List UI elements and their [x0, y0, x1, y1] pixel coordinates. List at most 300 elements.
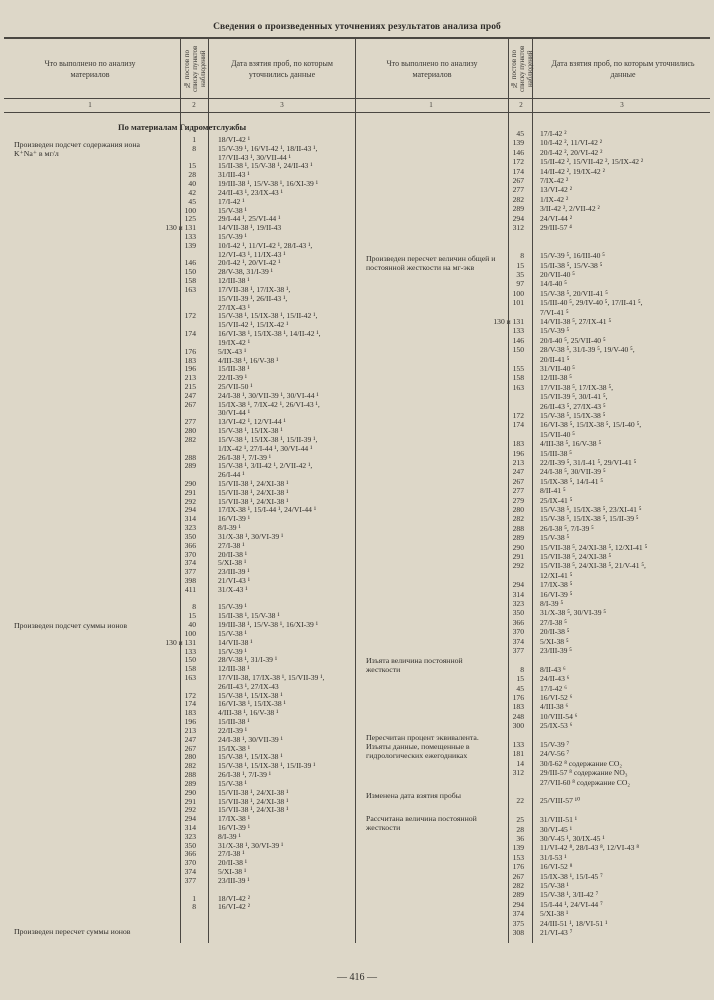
sample-date-cell: 31/X-38 ¹, 30/VI-39 ¹	[218, 531, 284, 541]
post-number-cell: 377	[184, 875, 196, 885]
sample-date-cell: 28/V-38, 31/I-39 ¹	[218, 267, 273, 277]
sample-date-cell: 15/VII-39 ¹, 26/II-43 ¹,	[218, 293, 288, 303]
post-number-cell: 150	[512, 345, 524, 355]
sample-date-cell: 26/I-44 ¹	[218, 470, 245, 480]
post-number-cell: 158	[184, 664, 196, 674]
post-number-cell: 15	[516, 674, 524, 684]
sample-date-cell: 17/VII-38 ¹, 17/IX-38 ¹,	[218, 284, 291, 294]
post-number-cell: 377	[512, 646, 524, 655]
sample-date-cell: 26/II-43 ⁵, 27/IX-43 ⁵	[540, 401, 606, 411]
sample-date-cell: 4/III-38 ¹, 16/V-38 ¹	[218, 708, 279, 718]
sample-date-cell: 5/XI-38 ¹	[540, 909, 569, 919]
analysis-description: Рассчитана величина постоянной жесткости	[366, 814, 477, 832]
sample-date-cell: 15/IX-38 ¹, 7/IX-42 ¹, 26/VI-43 ¹,	[218, 399, 320, 409]
sample-date-cell: 15/II-38 ¹, 15/V-38 ¹	[218, 611, 280, 621]
post-number-cell: 45	[188, 196, 196, 206]
sample-date-cell: 15/IX-38 ¹, 15/I-45 ⁷	[540, 871, 603, 881]
analysis-description: Произведен подсчет содержания иона K⁺Na⁺ в мг/л	[14, 140, 140, 158]
post-number-cell: 294	[184, 505, 196, 515]
sample-date-cell: 16/VI-39 ¹	[218, 514, 251, 524]
sample-date-cell: 4/III-38 ¹, 16/V-38 ¹	[218, 355, 279, 365]
post-number-cell: 289	[512, 533, 524, 543]
post-number-cell: 215	[184, 381, 196, 391]
post-number-cell: 267	[184, 743, 196, 753]
post-number-cell: 15	[188, 611, 196, 621]
post-number-cell: 158	[512, 373, 524, 383]
sample-date-cell: 22/II-39 ¹	[218, 373, 248, 383]
sample-date-cell: 24/III-51 ¹, 18/VI-51 ¹	[540, 918, 608, 928]
post-number-cell: 8	[192, 902, 196, 912]
post-number-cell: 133	[512, 740, 524, 749]
sample-date-cell: 15/V-39 ¹	[218, 646, 247, 656]
sample-date-cell: 5/IX-43 ¹	[218, 346, 247, 356]
sample-date-cell: 14/VII-38 ¹, 19/II-43	[218, 223, 282, 233]
header-number-2-right: 2	[519, 101, 523, 109]
post-number-cell: 288	[184, 770, 196, 780]
post-number-cell: 292	[184, 805, 196, 815]
sample-date-cell: 20/I-40 ⁵, 25/VII-40 ⁵	[540, 335, 606, 345]
post-number-cell: 279	[512, 495, 524, 505]
sample-date-cell: 31/X-43 ¹	[218, 584, 248, 594]
sample-date-cell: 15/V-39 ¹	[218, 602, 247, 612]
post-number-cell: 280	[184, 752, 196, 762]
post-number-cell: 97	[516, 279, 524, 289]
sample-date-cell: 31/VIII-51 ¹	[540, 815, 578, 825]
sample-date-cell: 15/V-38 ¹, 15/IX-38 ¹, 15/II-42 ¹,	[218, 311, 318, 321]
post-number-cell: 292	[184, 496, 196, 506]
post-number-cell: 294	[184, 814, 196, 824]
sample-date-cell: 15/II-38 ¹, 15/V-38 ¹, 24/II-43 ¹	[218, 161, 313, 171]
sample-date-cell: 15/V-38 ¹, 3/II-42 ¹, 2/VII-42 ¹,	[218, 461, 313, 471]
sample-date-cell: 14/I-40 ⁵	[540, 279, 567, 289]
header-number-2: 2	[192, 101, 196, 109]
post-number-cell: 374	[512, 636, 524, 646]
post-number-cell: 40	[188, 179, 196, 189]
post-number-cell: 291	[184, 487, 196, 497]
post-number-cell: 289	[184, 778, 196, 788]
sample-date-cell: 15/V-38 ¹	[218, 628, 247, 638]
post-number-cell: 174	[184, 699, 196, 709]
sample-date-cell: 15/V-39 ¹, 16/VI-42 ¹, 18/II-43 ¹,	[218, 143, 318, 153]
post-number-cell: 183	[184, 355, 196, 365]
post-number-cell: 196	[184, 364, 196, 374]
post-number-cell: 172	[184, 311, 196, 321]
sample-date-cell: 25/VIII-57 ¹⁰	[540, 796, 581, 806]
sample-date-cell: 15/VII-38 ¹, 24/XI-38 ¹	[218, 805, 289, 815]
header-what-done: Что выполнено по анализу материалов	[44, 59, 136, 79]
post-number-cell: 247	[512, 467, 524, 477]
post-number-cell: 282	[512, 881, 524, 890]
post-number-cell: 36	[516, 834, 524, 843]
sample-date-cell: 12/III-38 ¹	[218, 276, 250, 286]
header-top-rule	[4, 37, 710, 39]
sample-date-cell: 8/I-39 ¹	[218, 523, 241, 533]
sample-date-cell: 15/VII-38 ⁵, 24/XI-38 ⁵, 12/XI-41 ⁵	[540, 542, 648, 552]
post-number-cell: 289	[512, 204, 524, 214]
sample-date-cell: 24/II-43 ⁶	[540, 674, 570, 684]
sample-date-cell: 25/VII-50 ¹	[218, 381, 253, 391]
sample-date-cell: 20/II-38 ⁵	[540, 627, 570, 637]
post-number-cell: 133	[512, 326, 524, 336]
sample-date-cell: 31/VII-40 ⁵	[540, 364, 575, 373]
post-number-cell: 183	[184, 708, 196, 718]
post-number-cell: 40	[188, 620, 196, 630]
post-number-cell: 125	[184, 214, 196, 224]
sample-date-cell: 23/III-39 ¹	[218, 875, 250, 885]
post-number-cell: 374	[184, 558, 196, 568]
sample-date-cell: 24/I-38 ⁵, 30/VII-39 ⁵	[540, 467, 606, 477]
post-number-cell: 350	[184, 531, 196, 541]
post-number-cell: 176	[512, 693, 524, 702]
sample-date-cell: 20/I-42 ¹, 20/VI-42 ¹	[218, 258, 281, 268]
sample-date-cell: 15/V-38 ¹, 15/IX-38 ¹	[218, 690, 283, 700]
post-number-cell: 282	[184, 434, 196, 444]
post-number-cell: 267	[512, 176, 524, 185]
post-number-cell: 181	[512, 749, 524, 759]
sample-date-cell: 15/VII-38 ¹, 24/XI-38 ¹	[218, 787, 289, 797]
post-number-cell: 323	[184, 831, 196, 841]
post-number-cell: 196	[512, 448, 524, 458]
post-number-cell: 398	[184, 576, 196, 585]
sample-date-cell: 15/V-38 ¹	[540, 881, 569, 890]
post-number-cell: 350	[184, 840, 196, 850]
post-number-cell: 183	[512, 702, 524, 712]
sample-date-cell: 3/II-42 ², 2/VII-42 ²	[540, 204, 600, 214]
post-number-cell: 366	[512, 617, 524, 627]
post-number-cell: 314	[184, 822, 196, 832]
post-number-cell: 247	[184, 734, 196, 744]
post-number-cell: 183	[512, 439, 524, 449]
sample-date-cell: 12/XI-41 ⁵	[540, 570, 573, 580]
sample-date-cell: 8/II-41 ⁵	[540, 486, 566, 496]
post-number-cell: 323	[512, 599, 524, 608]
post-number-cell: 172	[512, 411, 524, 420]
post-number-cell: 267	[512, 476, 524, 486]
sample-date-cell: 17/IX-38 ¹	[218, 814, 251, 824]
sample-date-cell: 15/IX-38 ⁵, 14/I-41 ⁵	[540, 476, 604, 486]
header-post-number: № постов по списку пунктов наблюдений	[183, 45, 207, 93]
sample-date-cell: 10/VIII-54 ⁶	[540, 711, 578, 721]
analysis-description: Изъята величина постоянной жесткости	[366, 656, 463, 674]
post-number-cell: 277	[512, 185, 524, 195]
sample-date-cell: 15/VII-38 ⁵, 24/XI-38 ⁵, 21/V-41 ⁵,	[540, 561, 646, 571]
post-number-cell: 370	[184, 858, 196, 868]
col-divider	[532, 38, 533, 943]
sample-date-cell: 4/III-38 ⁵, 16/V-38 ⁵	[540, 439, 602, 449]
sample-date-cell: 27/VII-60 ⁸ содержание CO₂	[540, 777, 631, 787]
post-number-cell: 150	[184, 655, 196, 665]
sample-date-cell: 17/IX-38 ¹, 15/I-44 ¹, 24/VI-44 ¹	[218, 505, 317, 515]
sample-date-cell: 4/III-38 ⁶	[540, 702, 569, 712]
post-number-cell: 8	[520, 251, 524, 261]
post-number-cell: 176	[512, 862, 524, 872]
post-number-cell: 370	[512, 627, 524, 637]
sample-date-cell: 31/X-38 ¹, 30/VI-39 ¹	[218, 840, 284, 850]
header-sample-date-right: Дата взятия проб, по которым уточнились данные	[551, 59, 695, 79]
sample-date-cell: 15/V-38 ¹, 15/IX-38 ¹	[218, 752, 283, 762]
analysis-description: Произведен пересчет суммы ионов	[14, 927, 131, 936]
sample-date-cell: 13/VI-42 ¹, 12/VI-44 ¹	[218, 417, 286, 427]
sample-date-cell: 5/XI-38 ⁵	[540, 636, 569, 646]
sample-date-cell: 30/VI-44 ¹	[218, 408, 251, 418]
sample-date-cell: 19/III-38 ¹, 15/V-38 ¹, 16/XI-39 ¹	[218, 179, 318, 189]
sample-date-cell: 16/VI-38 ¹, 15/IX-38 ¹, 14/II-42 ¹,	[218, 329, 321, 339]
sample-date-cell: 30/V-45 ¹, 30/IX-45 ¹	[540, 834, 605, 843]
sample-date-cell: 5/XI-38 ¹	[218, 867, 247, 877]
sample-date-cell: 1/IX-42 ¹, 27/I-44 ¹, 30/VI-44 ¹	[218, 443, 313, 453]
sample-date-cell: 19/III-38 ¹, 15/V-38 ¹, 16/XI-39 ¹	[218, 620, 318, 630]
sample-date-cell: 24/V-56 ⁷	[540, 749, 570, 759]
post-number-cell: 42	[188, 187, 196, 197]
sample-date-cell: 15/III-40 ⁵, 29/IV-40 ⁵, 17/II-41 ⁵,	[540, 298, 643, 308]
post-number-cell: 213	[184, 725, 196, 735]
sample-date-cell: 19/IX-42 ¹	[218, 337, 251, 347]
post-number-cell: 366	[184, 849, 196, 859]
post-number-cell: 15	[516, 260, 524, 270]
post-number-cell: 150	[184, 267, 196, 277]
sample-date-cell: 17/VII-38, 17/IX-38 ¹, 15/VII-39 ¹,	[218, 673, 325, 683]
sample-date-cell: 28/V-38 ⁵, 31/I-39 ⁵, 19/V-40 ⁵,	[540, 345, 635, 355]
sample-date-cell: 8/I-39 ¹	[218, 831, 241, 841]
post-number-cell: 308	[512, 928, 524, 937]
sample-date-cell: 23/III-39 ⁵	[540, 646, 572, 655]
sample-date-cell: 27/IX-43 ¹	[218, 302, 251, 312]
header-number-1-right: 1	[429, 101, 433, 109]
post-number-cell: 289	[512, 890, 524, 900]
post-number-cell: 277	[184, 417, 196, 427]
post-number-cell: 312	[512, 223, 524, 232]
col-divider-middle	[355, 38, 356, 943]
sample-date-cell: 15/V-39 ⁵	[540, 326, 570, 336]
post-number-cell: 25	[516, 815, 524, 825]
sample-date-cell: 17/VII-43 ¹, 30/VII-44 ¹	[218, 152, 291, 162]
sample-date-cell: 30/I-62 ⁸ содержание CO₂	[540, 758, 622, 768]
sample-date-cell: 16/VI-38 ¹, 15/IX-38 ¹	[218, 699, 286, 709]
sample-date-cell: 23/III-39 ¹	[218, 567, 250, 577]
sample-date-cell: 15/V-38 ⁵, 15/IX-38 ⁵, 15/II-39 ⁵	[540, 514, 639, 524]
header-number-3: 3	[280, 101, 284, 109]
sample-date-cell: 17/I-42 ⁶	[540, 683, 567, 693]
analysis-description: Изменена дата взятия пробы	[366, 791, 461, 800]
sample-date-cell: 25/IX-53 ⁶	[540, 721, 573, 731]
sample-date-cell: 16/VI-52 ⁸	[540, 862, 573, 872]
sample-date-cell: 15/III-38 ¹	[218, 717, 250, 727]
sample-date-cell: 31/I-53 ¹	[540, 852, 567, 862]
sample-date-cell: 26/I-38 ¹, 7/I-39 ¹	[218, 770, 272, 780]
post-number-cell: 312	[512, 768, 524, 778]
sample-date-cell: 10/I-42 ², 11/VI-42 ²	[540, 138, 603, 148]
sample-date-cell: 7/VI-41 ⁵	[540, 307, 569, 317]
post-number-cell: 213	[512, 458, 524, 467]
sample-date-cell: 15/V-39 ¹	[218, 232, 247, 242]
sample-date-cell: 30/VI-45 ¹	[540, 824, 573, 834]
sample-date-cell: 15/V-38 ¹	[218, 778, 247, 788]
sample-date-cell: 15/VII-38 ¹, 24/XI-38 ¹	[218, 496, 289, 506]
post-number-cell: 28	[188, 170, 196, 180]
post-number-cell: 8	[520, 664, 524, 674]
sample-date-cell: 8/I-39 ⁵	[540, 599, 564, 608]
post-number-cell: 146	[512, 335, 524, 345]
sample-date-cell: 1/IX-42 ²	[540, 194, 569, 204]
sample-date-cell: 20/II-38 ¹	[218, 549, 248, 559]
sample-date-cell: 15/VII-39 ⁵, 30/I-41 ⁵,	[540, 392, 608, 402]
sample-date-cell: 18/VI-42 ²	[218, 893, 251, 903]
post-number-cell: 174	[184, 329, 196, 339]
post-number-cell: 300	[512, 721, 524, 731]
post-number-cell: 45	[516, 683, 524, 693]
post-number-cell: 314	[512, 589, 524, 599]
sample-date-cell: 24/VI-44 ²	[540, 213, 573, 223]
sample-date-cell: 15/VII-38 ¹, 24/XI-38 ¹	[218, 487, 289, 497]
sample-date-cell: 27/I-38 ¹	[218, 849, 245, 859]
sample-date-cell: 15/III-38 ¹	[218, 364, 250, 374]
post-number-cell: 28	[516, 824, 524, 834]
sample-date-cell: 12/III-38 ¹	[218, 664, 250, 674]
post-number-cell: 267	[512, 871, 524, 881]
post-number-cell: 374	[512, 909, 524, 919]
sample-date-cell: 15/II-42 ², 15/VII-42 ², 15/IX-42 ²	[540, 157, 644, 167]
sample-date-cell: 7/IX-42 ²	[540, 176, 569, 185]
analysis-description: Пересчитан процент эквивалента. Изъяты данные, помещенные в гидрологических ежегодниках	[366, 733, 479, 760]
sample-date-cell: 17/IX-38 ⁵	[540, 580, 573, 590]
post-number-cell: 280	[512, 505, 524, 514]
post-number-cell: 350	[512, 608, 524, 618]
sample-date-cell: 24/I-38 ¹, 30/VII-39 ¹	[218, 734, 283, 744]
post-number-cell: 155	[512, 364, 524, 373]
post-number-cell: 277	[512, 486, 524, 496]
post-number-cell: 248	[512, 711, 524, 721]
sample-date-cell: 5/XI-38 ¹	[218, 558, 247, 568]
sample-date-cell: 29/III-57 ⁴	[540, 223, 572, 232]
post-number-cell: 247	[184, 390, 196, 400]
post-number-cell: 291	[184, 796, 196, 806]
post-number-cell: 146	[184, 258, 196, 268]
sample-date-cell: 15/V-38 ⁵	[540, 533, 570, 543]
post-number-cell: 280	[184, 426, 196, 436]
post-number-cell: 282	[184, 761, 196, 771]
post-number-cell: 139	[184, 240, 196, 250]
sample-date-cell: 15/VII-42 ¹, 15/IX-42 ¹	[218, 320, 289, 330]
post-number-cell: 153	[512, 852, 524, 862]
post-number-cell: 288	[184, 452, 196, 462]
sample-date-cell: 28/V-38 ¹, 31/I-39 ¹	[218, 655, 278, 665]
post-number-cell: 158	[184, 276, 196, 286]
sample-date-cell: 16/VI-52 ⁶	[540, 693, 573, 702]
sample-date-cell: 27/I-38 ⁵	[540, 617, 567, 627]
analysis-description: Произведен пересчет величин общей и постоянной жесткости на мг-экв	[366, 254, 496, 272]
sample-date-cell: 21/VI-43 ¹	[218, 576, 251, 585]
sample-date-cell: 15/III-38 ⁵	[540, 448, 572, 458]
post-number-cell: 377	[184, 567, 196, 577]
sample-date-cell: 16/VI-38 ⁵, 15/IX-38 ⁵, 15/I-40 ⁵,	[540, 420, 642, 430]
sample-date-cell: 15/V-38 ¹, 3/II-42 ⁷	[540, 890, 599, 900]
col-divider	[208, 38, 209, 943]
post-number-cell: 100	[512, 288, 524, 298]
sample-date-cell: 15/V-38 ¹, 15/IX-38 ¹, 15/II-39 ¹,	[218, 434, 318, 444]
sample-date-cell: 20/I-42 ², 20/VI-42 ²	[540, 147, 603, 157]
post-number-cell: 101	[512, 298, 524, 308]
sample-date-cell: 24/II-43 ¹, 23/IX-43 ¹	[218, 187, 283, 197]
sample-date-cell: 22/II-39 ⁵, 31/I-41 ⁵, 29/VI-41 ⁵	[540, 458, 637, 467]
post-number-cell: 323	[184, 523, 196, 533]
sample-date-cell: 17/I-42 ²	[540, 129, 567, 138]
sample-date-cell: 26/I-38 ⁵, 7/I-39 ⁵	[540, 523, 594, 533]
sample-date-cell: 31/X-38 ⁵, 30/VI-39 ⁵	[540, 608, 607, 618]
post-number-cell: 163	[184, 673, 196, 683]
page-title: Сведения о произведенных уточнениях результатов анализа проб	[213, 22, 501, 32]
post-number-cell: 290	[184, 787, 196, 797]
sample-date-cell: 20/II-38 ¹	[218, 858, 248, 868]
post-number-cell: 282	[512, 514, 524, 524]
header-number-3-right: 3	[620, 101, 624, 109]
sample-date-cell: 15/VII-38 ⁵, 24/XI-38 ⁵	[540, 552, 612, 561]
sample-date-cell: 15/V-38 ⁵, 15/IX-38 ⁵, 23/XI-41 ⁵	[540, 505, 642, 514]
post-number-cell: 176	[184, 346, 196, 356]
post-number-cell: 290	[512, 542, 524, 552]
sample-date-cell: 15/VII-40 ⁵	[540, 429, 575, 439]
sample-date-cell: 15/I-44 ¹, 24/VI-44 ⁷	[540, 899, 603, 909]
post-number-cell: 370	[184, 549, 196, 559]
post-number-cell: 1	[192, 135, 196, 144]
sample-date-cell: 25/IX-41 ⁵	[540, 495, 573, 505]
post-number-cell: 289	[184, 461, 196, 471]
post-number-cell: 163	[512, 382, 524, 392]
post-number-cell: 139	[512, 138, 524, 148]
post-number-cell: 45	[516, 129, 524, 138]
post-number-cell: 411	[184, 584, 196, 594]
sample-date-cell: 17/I-42 ¹	[218, 196, 245, 206]
sample-date-cell: 27/I-38 ¹	[218, 540, 245, 550]
header-bottom-rule	[4, 112, 710, 113]
sample-date-cell: 31/III-43 ¹	[218, 170, 250, 180]
sample-date-cell: 20/VII-40 ⁵	[540, 270, 575, 279]
post-number-cell: 314	[184, 514, 196, 524]
post-number-cell: 22	[516, 796, 524, 806]
sample-date-cell: 15/V-39 ⁷	[540, 740, 570, 749]
post-number-cell: 172	[512, 157, 524, 167]
post-number-cell: 100	[184, 205, 196, 215]
analysis-description: Произведен подсчет суммы ионов	[14, 621, 128, 630]
post-number-cell: 130 и 131	[165, 223, 196, 233]
sample-date-cell: 16/VI-39 ⁵	[540, 589, 573, 599]
post-number-cell: 366	[184, 540, 196, 550]
post-number-cell: 8	[192, 143, 196, 153]
post-number-cell: 130 и 131	[493, 317, 524, 326]
sample-date-cell: 15/V-38 ¹, 15/IX-38 ¹	[218, 426, 283, 436]
header-post-number-right: № постов по списку пунктов наблюдений	[510, 45, 534, 93]
post-number-cell: 267	[184, 399, 196, 409]
sample-date-cell: 12/VI-43 ¹, 11/IX-43 ¹	[218, 249, 286, 259]
sample-date-cell: 10/I-42 ¹, 11/VI-42 ¹, 28/I-43 ¹,	[218, 240, 313, 250]
post-number-cell: 294	[512, 899, 524, 909]
sample-date-cell: 13/VI-42 ²	[540, 185, 573, 195]
page-number: — 416 —	[337, 972, 377, 983]
post-number-cell: 291	[512, 552, 524, 561]
sample-date-cell: 15/V-38 ⁵, 20/VII-41 ⁵	[540, 288, 608, 298]
post-number-cell: 213	[184, 373, 196, 383]
sample-date-cell: 11/VI-42 ⁸, 28/I-43 ⁸, 12/VI-43 ⁸	[540, 843, 639, 853]
post-number-cell: 290	[184, 478, 196, 488]
header-number-1: 1	[88, 101, 92, 109]
post-number-cell: 133	[184, 646, 196, 656]
sample-date-cell: 16/VI-39 ¹	[218, 822, 251, 832]
sample-date-cell: 26/I-38 ¹, 7/I-39 ¹	[218, 452, 272, 462]
post-number-cell: 139	[512, 843, 524, 853]
sample-date-cell: 8/II-43 ⁶	[540, 664, 566, 674]
post-number-cell: 292	[512, 561, 524, 571]
sample-date-cell: 15/V-38 ⁵, 15/IX-38 ⁵	[540, 411, 606, 420]
post-number-cell: 146	[512, 147, 524, 157]
